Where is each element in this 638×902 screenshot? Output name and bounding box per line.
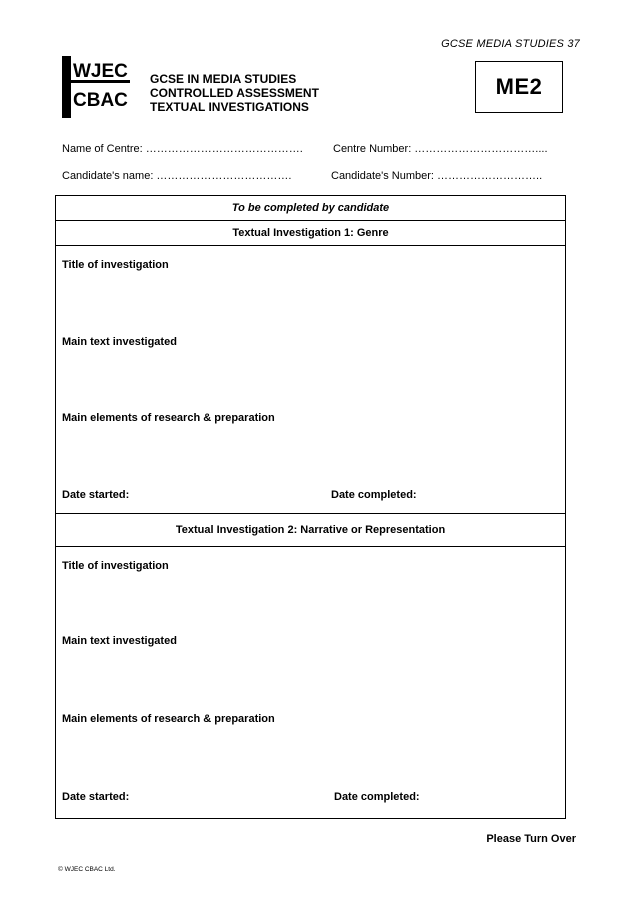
investigation-2-section[interactable] [56, 547, 565, 818]
copyright-notice: © WJEC CBAC Ltd. [58, 866, 116, 873]
inv2-date-started-label: Date started: [62, 791, 130, 803]
inv2-title-label: Title of investigation [62, 560, 169, 572]
centre-number-field[interactable]: Centre Number: …………………………….... [333, 143, 548, 155]
inv2-date-completed-label: Date completed: [334, 791, 420, 803]
form-code-box: ME2 [475, 61, 563, 113]
series-title: GCSE MEDIA STUDIES 37 [441, 38, 580, 50]
candidate-number-field[interactable]: Candidate's Number: ……………………….. [331, 170, 543, 182]
logo-bottom-text: CBAC [73, 90, 128, 111]
inv1-date-started-label: Date started: [62, 489, 130, 501]
please-turn-over: Please Turn Over [486, 833, 576, 845]
investigation-1-section[interactable] [56, 246, 565, 514]
inv1-title-label: Title of investigation [62, 259, 169, 271]
wjec-cbac-logo [62, 56, 130, 118]
inv1-research-label: Main elements of research & preparation [62, 412, 275, 424]
investigation-1-heading: Textual Investigation 1: Genre [56, 221, 565, 246]
centre-name-field[interactable]: Name of Centre: ……………………………………. [62, 143, 303, 155]
heading-line-3: TEXTUAL INVESTIGATIONS [150, 100, 309, 114]
heading-line-1: GCSE IN MEDIA STUDIES [150, 72, 297, 86]
candidate-name-field[interactable]: Candidate's name: ………………………………. [62, 170, 292, 182]
instruction-band: To be completed by candidate [56, 196, 565, 221]
heading-line-2: CONTROLLED ASSESSMENT [150, 86, 319, 100]
wjec-cbac-logo-graphic [62, 56, 130, 118]
inv2-research-label: Main elements of research & preparation [62, 713, 275, 725]
investigation-form-table [55, 195, 566, 819]
document-heading [150, 72, 319, 114]
investigation-2-heading: Textual Investigation 2: Narrative or Representation [56, 514, 565, 547]
inv1-main-text-label: Main text investigated [62, 336, 177, 348]
inv1-date-completed-label: Date completed: [331, 489, 417, 501]
inv2-main-text-label: Main text investigated [62, 635, 177, 647]
logo-top-text: WJEC [73, 61, 128, 82]
